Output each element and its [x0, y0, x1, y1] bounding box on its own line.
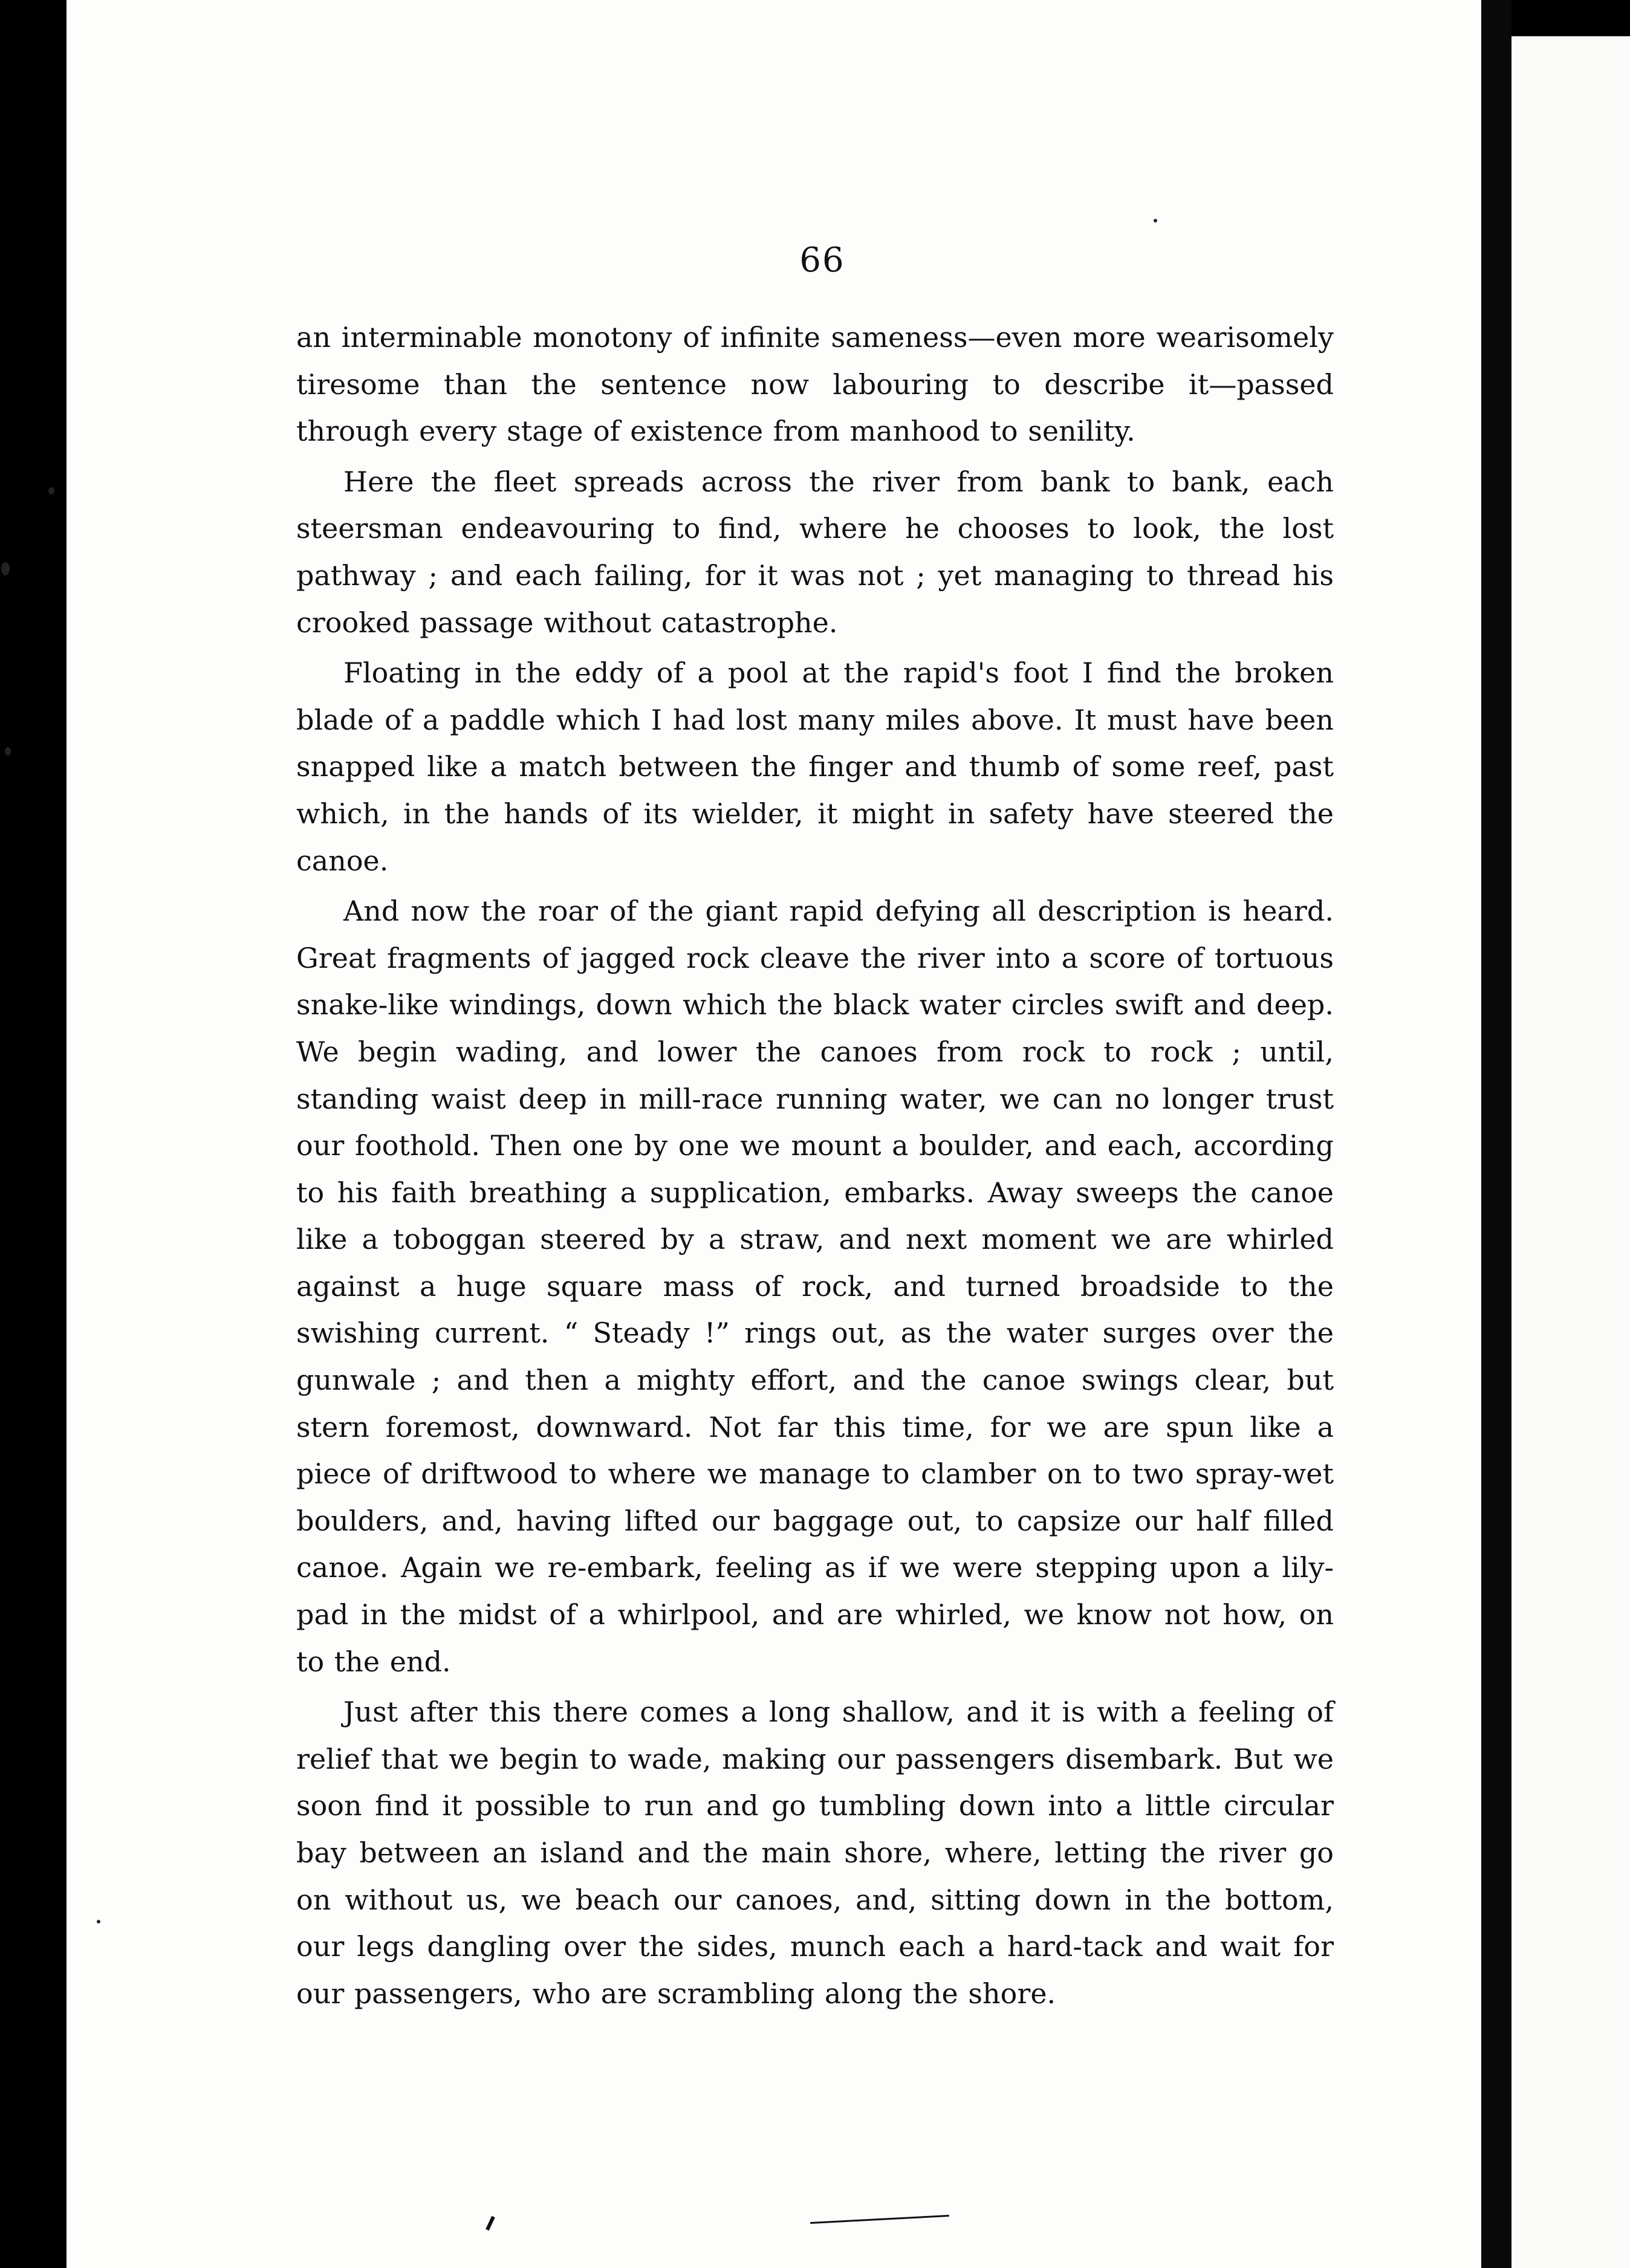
paragraph: Just after this there comes a long shallow, and it is with a feeling of relief that we begin to wade, making our passengers disembark. But we soon find it possible to run and go tumbling down into a little circular bay between an island and the main shore, where, letting the river go on without us, we beach our canoes, and, sitting down in the bottom, our legs dangling over the sides, munch each a hard-tack and wait for our passengers, who are scrambling along the shore.: [296, 1696, 1334, 2010]
scan-speck: [97, 1920, 100, 1923]
paragraph: Floating in the eddy of a pool at the rapid's foot I find the broken blade of a paddle which I had lost many miles above. It must have been snapped like a match between the finger and thumb of some reef, past which, in the hands of its wielder, it might in safety have steered the canoe.: [296, 656, 1334, 877]
paragraph: Here the fleet spreads across the river from bank to bank, each steersman endeavouring to find, where he chooses to look, the lost pathway ; and each failing, for it was not ; yet managing to thread his crooked passage without catastrophe.: [296, 465, 1334, 639]
body-text: [296, 314, 1334, 2021]
right-page-edge: [1511, 36, 1630, 2268]
scan-speck: [1154, 219, 1157, 222]
page-gutter: [1481, 0, 1511, 2268]
paragraph: an interminable monotony of infinite sameness—even more wearisomely tiresome than the sentence now labouring to describe it—passed through every stage of existence from manhood to senility.: [296, 321, 1334, 448]
paragraph: And now the roar of the giant rapid defying all description is heard. Great fragments of jagged rock cleave the river into a score of tortuous snake-like windings, down which the black water circles swift and deep. We begin wading, and lower the canoes from rock to rock ; until, standing waist deep in mill-race running water, we can no longer trust our foothold. Then one by one we mount a boulder, and each, according to his faith breathing a supplication, embarks. Away sweeps the canoe like a toboggan steered by a straw, and next moment we are whirled against a huge square mass of rock, and turned broadside to the swishing current. “ Steady !” rings out, as the water surges over the gunwale ; and then a mighty effort, and the canoe swings clear, but stern foremost, downward. Not far this time, for we are spun like a piece of driftwood to where we manage to clamber on to two spray-wet boulders, and, having lifted our baggage out, to capsize our half filled canoe. Again we re-embark, feeling as if we were stepping upon a lily-pad in the midst of a whirlpool, and are whirled, we know not how, on to the end.: [296, 895, 1334, 1678]
page-number: 66: [799, 241, 845, 280]
scan-speck: [5, 747, 11, 756]
scan-speck: [48, 487, 54, 494]
scan-speck: [1, 562, 10, 575]
